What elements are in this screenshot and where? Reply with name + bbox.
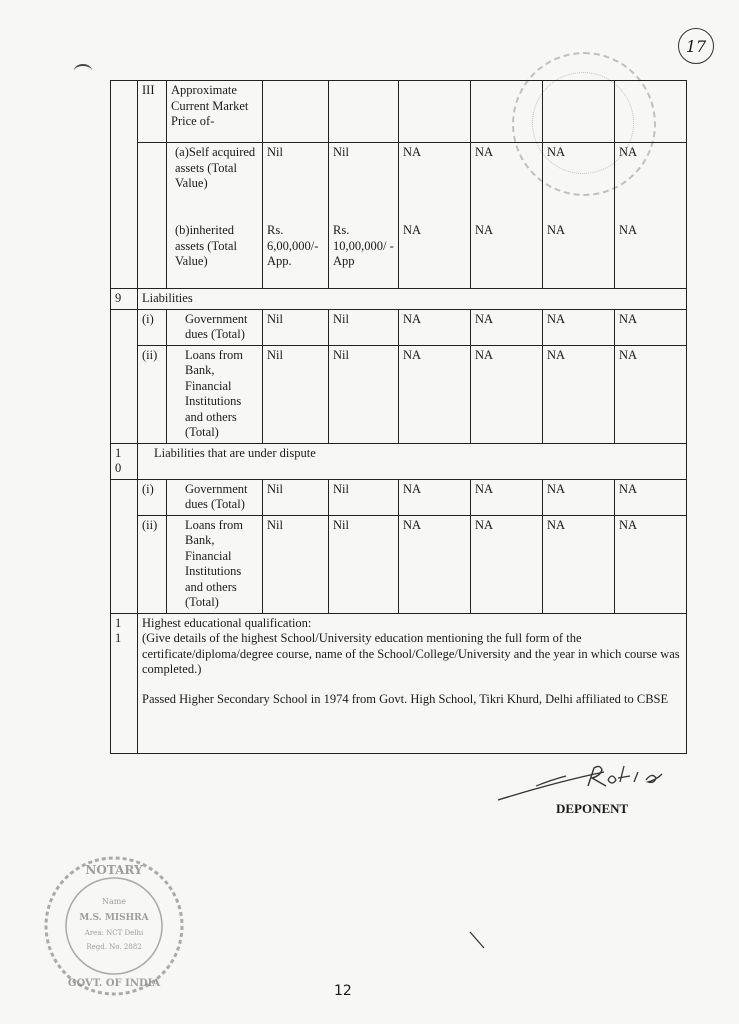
cell-value: NA xyxy=(475,145,494,159)
row-label: Loans from Bank, Financial Institutions and others (Total) xyxy=(167,515,263,613)
table-row xyxy=(111,613,687,753)
item-number: (i) xyxy=(138,309,167,345)
cell-value: NA xyxy=(543,345,615,443)
table-row xyxy=(111,345,687,443)
cell-value: Rs. 10,00,000/ - App xyxy=(333,223,394,268)
table-row xyxy=(111,81,687,143)
pen-mark xyxy=(468,930,486,950)
page-number: 12 xyxy=(334,983,352,999)
section-title: Liabilities that are under dispute xyxy=(138,443,687,479)
cell-value: NA xyxy=(471,309,543,345)
table-row xyxy=(111,515,687,613)
svg-text:NOTARY: NOTARY xyxy=(85,863,143,877)
table-row xyxy=(111,143,687,289)
cell-value: NA xyxy=(615,309,687,345)
qualification-cell xyxy=(138,613,687,753)
cell-value: NA xyxy=(547,145,566,159)
cell-value: Nil xyxy=(263,515,329,613)
table-row xyxy=(111,289,687,310)
punch-hole-mark xyxy=(74,64,92,78)
cell-value: NA xyxy=(399,309,471,345)
cell-value: NA xyxy=(399,479,471,515)
deponent-label: DEPONENT xyxy=(556,801,629,816)
qualification-answer: Passed Higher Secondary School in 1974 from Govt. High School, Tikri Khurd, Delhi affiliated to CBSE xyxy=(142,691,669,706)
cell-value: NA xyxy=(471,345,543,443)
cell-value: NA xyxy=(619,145,638,159)
inherited-label: (b)inherited assets (Total Value) xyxy=(175,223,237,268)
table-row xyxy=(111,479,687,515)
item-number: (i) xyxy=(138,479,167,515)
cell-value: NA xyxy=(543,479,615,515)
section-title: Liabilities xyxy=(138,289,687,310)
section-number: 9 xyxy=(111,289,138,310)
item-number: (ii) xyxy=(138,515,167,613)
table-row xyxy=(111,309,687,345)
cell-value: Rs. 6,00,000/- App. xyxy=(267,223,319,268)
table-row xyxy=(111,443,687,479)
section-number-cell xyxy=(111,81,138,143)
affidavit-table xyxy=(110,80,687,754)
cell-value: NA xyxy=(399,515,471,613)
cell-value: Nil xyxy=(263,345,329,443)
item-number: (ii) xyxy=(138,345,167,443)
cell-value: NA xyxy=(475,223,494,237)
svg-text:M.S. MISHRA: M.S. MISHRA xyxy=(79,913,149,923)
cell-value: NA xyxy=(543,309,615,345)
svg-text:Regd. No. 2882: Regd. No. 2882 xyxy=(86,943,142,951)
cell-value: Nil xyxy=(333,145,349,159)
cell-value: Nil xyxy=(263,479,329,515)
deponent-signature xyxy=(496,760,676,804)
svg-text:Name: Name xyxy=(101,897,127,906)
cell-value: NA xyxy=(399,345,471,443)
qualification-title: Highest educational qualification: xyxy=(142,615,312,630)
cell-value: Nil xyxy=(329,345,399,443)
row-label: Government dues (Total) xyxy=(167,309,263,345)
cell-value: NA xyxy=(615,479,687,515)
row-label: Approximate Current Market Price of- xyxy=(167,81,263,143)
cell-value: Nil xyxy=(329,479,399,515)
cell-value: Nil xyxy=(263,309,329,345)
row-label: Government dues (Total) xyxy=(167,479,263,515)
svg-text:GOVT. OF INDIA: GOVT. OF INDIA xyxy=(67,978,161,989)
section-number: 1 0 xyxy=(111,443,138,479)
handwritten-page-number: 17 xyxy=(678,28,714,64)
cell-value: Nil xyxy=(329,309,399,345)
cell-value: NA xyxy=(615,345,687,443)
cell-value: Nil xyxy=(267,145,283,159)
row-label: Loans from Bank, Financial Institutions and others (Total) xyxy=(167,345,263,443)
cell-value: NA xyxy=(615,515,687,613)
cell-value: Nil xyxy=(329,515,399,613)
cell-value: NA xyxy=(471,515,543,613)
qualification-instructions: (Give details of the highest School/University education mentioning the full form of the certificate/diploma/degree course, name of the School/College/University and the year in which course was completed.) xyxy=(142,631,680,676)
cell-value: NA xyxy=(619,223,638,237)
section-number: 1 1 xyxy=(111,613,138,753)
item-number: III xyxy=(138,81,167,143)
self-acquired-label: (a)Self acquired assets (Total Value) xyxy=(175,145,256,190)
row-label xyxy=(167,143,263,289)
notary-seal xyxy=(40,852,188,1000)
cell-value: NA xyxy=(471,479,543,515)
cell-value: NA xyxy=(547,223,566,237)
svg-text:Area: NCT Delhi: Area: NCT Delhi xyxy=(84,929,144,937)
cell-value: NA xyxy=(403,145,422,159)
cell-value: NA xyxy=(403,223,422,237)
cell-value: NA xyxy=(543,515,615,613)
